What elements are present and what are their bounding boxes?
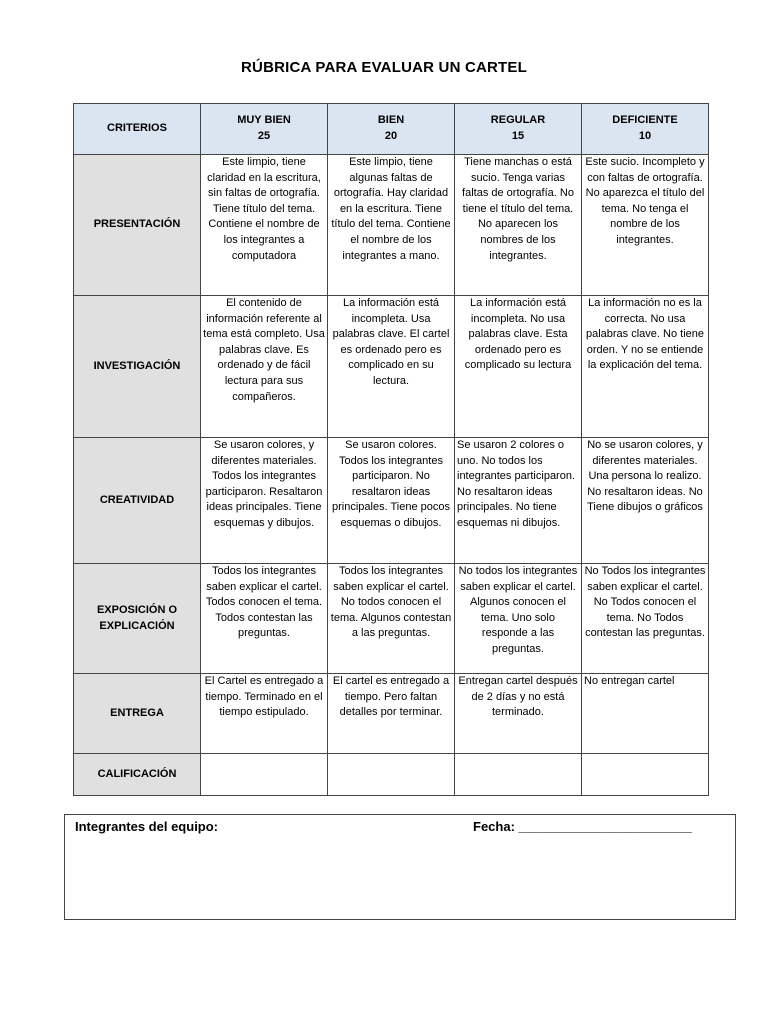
rubric-cell: El contenido de información referente al tema está completo. Usa palabras clave. Es ordenado y de fácil lectura para sus compañeros. [201,296,328,438]
rubric-cell: No Todos los integrantes saben explicar el cartel. No Todos conocen el tema. No Todos contestan las preguntas. [582,564,709,674]
rubric-cell: El Cartel es entregado a tiempo. Terminado en el tiempo estipulado. [201,674,328,754]
grade-cell[interactable] [582,754,709,796]
rubric-cell: Este limpio, tiene algunas faltas de ortografía. Hay claridad en la escritura. Tiene título del tema. Contiene el nombre de los integrantes a mano. [328,155,455,296]
level-score: 20 [384,130,398,142]
row-creatividad [74,438,709,564]
team-info-box [64,814,736,920]
level-name: DEFICIENTE [612,114,678,127]
level-name: BIEN [377,114,405,127]
header-row [74,104,709,155]
criterion-label: INVESTIGACIÓN [74,296,201,438]
page-title: RÚBRICA PARA EVALUAR UN CARTEL [241,59,527,76]
rubric-table [73,103,709,796]
rubric-cell: Este limpio, tiene claridad en la escritura, sin faltas de ortografía. Tiene título del tema. Contiene el nombre de los integrantes a computadora [201,155,328,296]
rubric-cell: La información no es la correcta. No usa palabras clave. No tiene orden. Y no se entiende la explicación del tema. [582,296,709,438]
rubric-cell: No se usaron colores, y diferentes materiales. Una persona lo realizo. No resaltaron ideas. No Tiene dibujos o gráficos [582,438,709,564]
level-score: 15 [511,130,525,142]
grade-cell[interactable] [201,754,328,796]
rubric-cell: Todos los integrantes saben explicar el cartel. No todos conocen el tema. Algunos contestan a las preguntas. [328,564,455,674]
rubric-cell: Se usaron 2 colores o uno. No todos los integrantes participaron. No resaltaron ideas principales. No tiene esquemas ni dibujos. [455,438,582,564]
rubric-cell: El cartel es entregado a tiempo. Pero faltan detalles por terminar. [328,674,455,754]
header-level-muy-bien [201,104,328,155]
rubric-cell: Tiene manchas o está sucio. Tenga varias faltas de ortografía. No tiene el título del tema. No aparecen los nombres de los integrantes. [455,155,582,296]
row-exposicion [74,564,709,674]
criterion-label: EXPOSICIÓN O EXPLICACIÓN [74,564,201,674]
rubric-cell: Entregan cartel después de 2 días y no está terminado. [455,674,582,754]
header-criteria: CRITERIOS [74,104,201,155]
row-investigacion [74,296,709,438]
rubric-cell: La información está incompleta. No usa palabras clave. Esta ordenado pero es complicado su lectura [455,296,582,438]
header-level-regular [455,104,582,155]
rubric-cell: Se usaron colores, y diferentes materiales. Todos los integrantes participaron. Resaltaron ideas principales. Tiene esquemas y dibujos. [201,438,328,564]
row-entrega [74,674,709,754]
level-score: 25 [257,130,271,142]
row-presentacion [74,155,709,296]
rubric-cell: Todos los integrantes saben explicar el cartel. Todos conocen el tema. Todos contestan las preguntas. [201,564,328,674]
row-calificacion [74,754,709,796]
criterion-label: ENTREGA [74,674,201,754]
header-level-bien [328,104,455,155]
criterion-label: PRESENTACIÓN [74,155,201,296]
criterion-label: CREATIVIDAD [74,438,201,564]
rubric-cell: No entregan cartel [582,674,709,754]
team-label: Integrantes del equipo: [75,819,219,834]
header-level-deficiente [582,104,709,155]
level-name: REGULAR [490,114,546,127]
rubric-cell: Este sucio. Incompleto y con faltas de ortografía. No aparezca el título del tema. No tenga el nombre de los integrantes. [582,155,709,296]
criterion-label: CALIFICACIÓN [74,754,201,796]
grade-cell[interactable] [328,754,455,796]
level-name: MUY BIEN [237,114,291,127]
rubric-cell: No todos los integrantes saben explicar el cartel. Algunos conocen el tema. Uno solo responde a las preguntas. [455,564,582,674]
date-label: Fecha: ________________________ [473,819,693,834]
grade-cell[interactable] [455,754,582,796]
rubric-cell: Se usaron colores. Todos los integrantes participaron. No resaltaron ideas principales. Tiene pocos esquemas o dibujos. [328,438,455,564]
rubric-cell: La información está incompleta. Usa palabras clave. El cartel es ordenado pero es complicado en su lectura. [328,296,455,438]
level-score: 10 [638,130,652,142]
